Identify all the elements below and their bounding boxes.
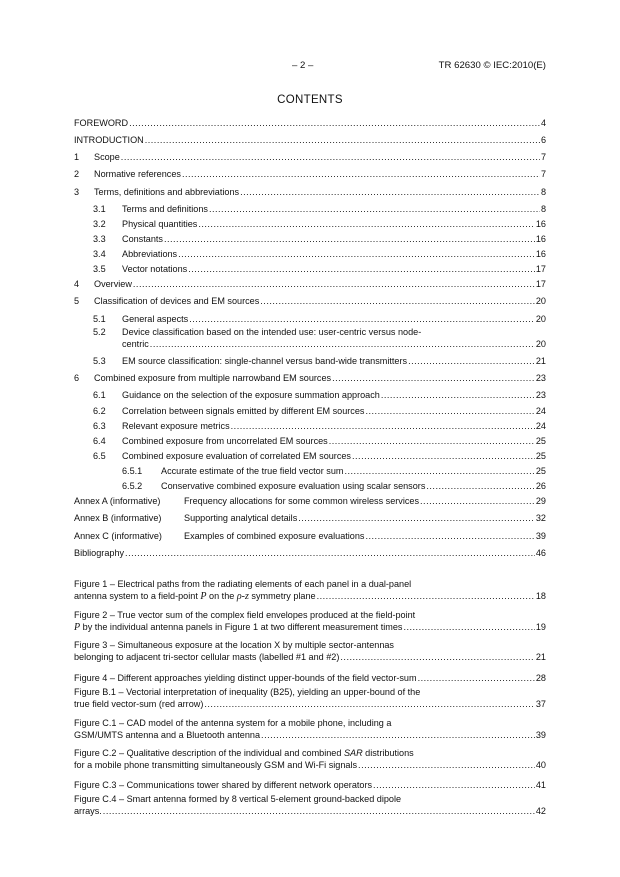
figure-entry-3[interactable] [74,640,546,663]
toc-entry-number: 3.1 [93,204,106,214]
figure-entry-c4[interactable] [74,794,546,817]
toc-entry-number: 6.3 [93,421,106,431]
toc-entry-number: 4 [74,279,80,289]
toc-entry-page: 24 [535,421,546,431]
toc-entry-page: 16 [535,219,546,229]
toc-entry-3-5[interactable] [93,264,546,275]
toc-entry-page: 21 [535,356,546,366]
toc-entry-number: 5.3 [93,356,106,366]
toc-entry-6-4[interactable] [93,436,546,447]
toc-entry-page: 26 [535,481,546,491]
toc-entry-number: Annex B (informative) [74,513,162,523]
toc-entry-text: Conservative combined exposure evaluation using scalar sensors [161,481,426,491]
toc-entry-number: 2 [74,169,80,179]
figure-entry-page: 39 [535,729,546,740]
toc-entry-text: EM source classification: single-channel versus band-wide transmitters [122,356,408,366]
toc-entry-text: FOREWORD [74,118,129,128]
figure-entry-line1: Figure C.4 – Smart antenna formed by 8 vertical 5-element ground-backed dipole [74,794,402,804]
toc-entry-normative-references[interactable] [74,169,546,180]
toc-entry-annex-a[interactable] [74,496,546,507]
toc-entry-number: 5.2 [93,327,106,337]
toc-entry-text: Terms, definitions and abbreviations [94,187,240,197]
toc-entry-text: Abbreviations [122,249,178,259]
toc-entry-page: 20 [535,338,546,349]
figure-entry-page: 40 [535,759,546,770]
toc-entry-text: INTRODUCTION [74,135,144,145]
figure-entry-page: 18 [535,590,546,601]
toc-entry-3-3[interactable] [93,234,546,245]
toc-entry-number: 6.2 [93,406,106,416]
toc-entry-text: Guidance on the selection of the exposure summation approach [122,390,380,400]
toc-entry-6-2[interactable] [93,406,546,417]
toc-entry-6-3[interactable] [93,421,546,432]
figure-entry-page: 28 [535,673,546,683]
toc-entry-text: Combined exposure from uncorrelated EM sources [122,436,328,446]
toc-entry-page: 16 [535,234,546,244]
toc-entry-text: Normative references [94,169,181,179]
toc-entry-6-5-2[interactable] [122,481,546,492]
toc-entry-text: Vector notations [122,264,188,274]
figure-entry-page: 19 [535,621,546,632]
toc-entry-page: 17 [535,279,546,289]
toc-entry-page: 8 [540,204,546,214]
toc-entry-page: 7 [540,169,546,179]
figure-entry-line1: Figure C.2 – Qualitative description of the individual and combined SAR distributions [74,748,414,758]
toc-entry-number: Annex C (informative) [74,531,162,541]
toc-entry-text: Classification of devices and EM sources [94,296,260,306]
toc-entry-combined-exposure[interactable] [74,373,546,384]
toc-entry-page: 25 [535,436,546,446]
toc-entry-text: Bibliography [74,548,125,558]
toc-entry-text: General aspects [122,314,189,324]
toc-entry-page: 16 [535,249,546,259]
figure-entry-1[interactable] [74,579,546,602]
figure-entry-line2: antenna system to a field-point P on the ρ-z symmetry plane [74,590,316,602]
toc-entry-number: 6.4 [93,436,106,446]
toc-entry-page: 4 [540,118,546,128]
toc-entry-introduction[interactable] [74,135,546,146]
toc-entry-page: 20 [535,296,546,306]
toc-entry-text: Examples of combined exposure evaluations [184,531,365,541]
toc-entry-text: Overview [94,279,132,289]
figure-entry-line2: Figure 4 – Different approaches yielding distinct upper-bounds of the field vector-sum [74,673,417,683]
toc-entry-5-1[interactable] [93,314,546,325]
toc-entry-5-2[interactable] [93,327,546,350]
toc-entry-page: 17 [535,264,546,274]
toc-entry-number: 3.5 [93,264,106,274]
toc-entry-number: 1 [74,152,80,162]
toc-entry-annex-b[interactable] [74,513,546,524]
toc-entry-number: 3 [74,187,80,197]
toc-entry-number: 6.5 [93,451,106,461]
figure-entry-line2: belonging to adjacent tri-sector cellular masts (labelled #1 and #2) [74,651,340,662]
toc-entry-page: 25 [535,466,546,476]
figure-entry-b1[interactable] [74,687,546,710]
toc-entry-page: 24 [535,406,546,416]
toc-entry-number: 3.3 [93,234,106,244]
toc-entry-page: 25 [535,451,546,461]
toc-entry-text: Correlation between signals emitted by different EM sources [122,406,365,416]
figure-entry-line2: Figure C.3 – Communications tower shared by different network operators [74,780,373,790]
toc-entry-scope[interactable] [74,152,546,163]
toc-entry-text: Terms and definitions [122,204,208,214]
figure-entry-line2: arrays. [74,805,102,816]
toc-entry-number: 3.2 [93,219,106,229]
figure-entry-4[interactable] [74,673,546,684]
figure-entry-line1: Figure C.1 – CAD model of the antenna system for a mobile phone, including a [74,718,392,728]
figure-entry-line1: Figure 1 – Electrical paths from the radiating elements of each panel in a dual-panel [74,579,412,589]
toc-entry-6-5[interactable] [93,451,546,462]
toc-entry-number: 6.1 [93,390,106,400]
toc-entry-5-3[interactable] [93,356,546,367]
figure-entry-c2[interactable] [74,748,546,771]
figure-entry-page: 21 [535,651,546,662]
figure-entry-line2: for a mobile phone transmitting simultaneously GSM and Wi-Fi signals [74,759,358,770]
toc-entry-3-4[interactable] [93,249,546,260]
figure-entry-page: 42 [535,805,546,816]
toc-entry-page: 32 [535,513,546,523]
figure-entry-c1[interactable] [74,718,546,741]
toc-entry-text: centric [122,338,149,349]
toc-entry-page: 20 [535,314,546,324]
toc-entry-text: Supporting analytical details [184,513,298,523]
toc-entry-page: 6 [540,135,546,145]
contents-title: CONTENTS [277,94,343,106]
toc-entry-text: Accurate estimate of the true field vector sum [161,466,344,476]
figure-entry-line2: P by the individual antenna panels in Figure 1 at two different measurement times [74,621,403,633]
figure-entry-page: 41 [535,780,546,790]
toc-entry-foreword[interactable] [74,118,546,129]
figure-entry-line1: Figure B.1 – Vectorial interpretation of inequality (B25), yielding an upper-bound of the [74,687,421,697]
toc-entry-6-1[interactable] [93,390,546,401]
toc-entry-text: Physical quantities [122,219,198,229]
toc-entry-page: 29 [535,496,546,506]
figure-entry-line2: GSM/UMTS antenna and a Bluetooth antenna [74,729,261,740]
toc-entry-number: 6.5.2 [122,481,143,491]
toc-entry-text: Frequency allocations for some common wireless services [184,496,420,506]
toc-entry-page: 7 [540,152,546,162]
toc-entry-terms[interactable] [74,187,546,198]
toc-entry-annex-c[interactable] [74,531,546,542]
toc-entry-number: 6 [74,373,80,383]
toc-entry-text-line1: Device classification based on the intended use: user-centric versus node- [122,327,422,337]
figure-entry-line1: Figure 2 – True vector sum of the complex field envelopes produced at the field-point [74,610,416,620]
toc-entry-3-2[interactable] [93,219,546,230]
figure-entry-line2: true field vector-sum (red arrow) [74,698,204,709]
toc-entry-overview[interactable] [74,279,546,290]
toc-entry-page: 23 [535,390,546,400]
toc-entry-classification[interactable] [74,296,546,307]
toc-entry-bibliography[interactable] [74,548,546,559]
toc-entry-6-5-1[interactable] [122,466,546,477]
toc-entry-3-1[interactable] [93,204,546,215]
toc-entry-number: 6.5.1 [122,466,143,476]
toc-entry-number: 3.4 [93,249,106,259]
toc-entry-text: Constants [122,234,163,244]
toc-entry-number: 5 [74,296,80,306]
toc-entry-text: Relevant exposure metrics [122,421,230,431]
page-header-docref: TR 62630 © IEC:2010(E) [438,60,546,71]
toc-entry-page: 23 [535,373,546,383]
toc-entry-page: 8 [540,187,546,197]
toc-entry-number: 5.1 [93,314,106,324]
figure-entry-line1: Figure 3 – Simultaneous exposure at the location X by multiple sector-antennas [74,640,394,650]
figure-entry-c3[interactable] [74,780,546,791]
page-header-number: – 2 – [292,60,314,71]
toc-entry-text: Combined exposure evaluation of correlated EM sources [122,451,351,461]
toc-entry-number: Annex A (informative) [74,496,161,506]
toc-entry-page: 39 [535,531,546,541]
figure-entry-2[interactable] [74,610,546,633]
toc-entry-text: Scope [94,152,120,162]
figure-entry-page: 37 [535,698,546,709]
toc-entry-page: 46 [535,548,546,558]
toc-entry-text: Combined exposure from multiple narrowband EM sources [94,373,332,383]
